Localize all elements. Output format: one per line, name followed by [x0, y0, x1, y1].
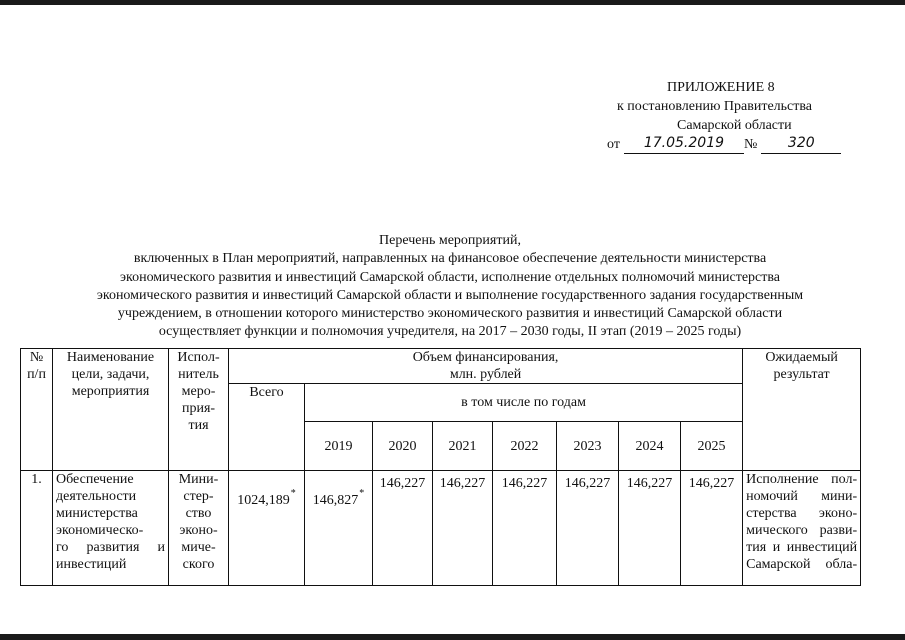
row-name — [53, 471, 169, 586]
row-value-2019 — [305, 471, 373, 586]
row-executor-line: эконо- — [179, 523, 218, 538]
row-executor-line: стер- — [183, 489, 214, 504]
heading-line-4: экономического развития и инвестиций Самарской области и выполнение государственного задания государственным — [96, 287, 804, 303]
header-year: 2022 — [493, 422, 557, 471]
footnote-mark: * — [359, 488, 365, 499]
activities-table — [20, 348, 861, 586]
row-value: 146,827 — [312, 493, 359, 508]
header-funding-line1: Объем финансирования, — [412, 350, 559, 365]
from-label: от — [607, 137, 620, 152]
header-num: № п/п — [21, 349, 53, 471]
row-value-2023: 146,227 — [557, 471, 619, 586]
footnote-mark: * — [290, 488, 296, 499]
row-name-line: деятельности — [56, 489, 137, 504]
header-year: 2023 — [557, 422, 619, 471]
page-top-border — [0, 0, 905, 5]
row-total-value: 1024,189 — [237, 493, 290, 508]
row-name-line: экономическо- — [56, 523, 144, 538]
header-year: 2021 — [433, 422, 493, 471]
row-result-line: тия и инвестиций — [746, 540, 858, 555]
row-result-line: стерства эконо- — [746, 506, 858, 521]
row-num: 1. — [21, 471, 53, 586]
row-executor-line: миче- — [181, 540, 216, 555]
row-result-line: Самарской обла- — [746, 557, 858, 572]
document-heading — [20, 232, 880, 342]
appendix-title: ПРИЛОЖЕНИЕ 8 — [667, 80, 775, 95]
row-executor-line: ского — [182, 557, 215, 572]
row-result — [743, 471, 861, 586]
header-year: 2019 — [305, 422, 373, 471]
row-value-2022: 146,227 — [493, 471, 557, 586]
table-row — [21, 471, 861, 586]
header-total: Всего — [229, 384, 305, 471]
appendix-date-line — [607, 135, 841, 154]
handwritten-date: 17.05.2019 — [624, 135, 744, 154]
handwritten-number: 320 — [761, 135, 841, 154]
row-executor-line: Мини- — [178, 472, 219, 487]
number-label: № — [743, 137, 758, 152]
row-name-line: Обеспечение — [56, 472, 134, 487]
row-name-line: министерства — [56, 506, 138, 521]
row-result-line: номочий мини- — [746, 489, 858, 504]
header-executor: Испол- нитель меро- прия- тия — [169, 349, 229, 471]
heading-line-5: учреждением, в отношении которого министерство экономического развития и инвестиций Самарской области — [117, 306, 783, 322]
header-year: 2025 — [681, 422, 743, 471]
row-result-line: Исполнение пол- — [746, 472, 858, 487]
table-header-row-1 — [21, 349, 861, 384]
row-value-2021: 146,227 — [433, 471, 493, 586]
row-name-line: го развития и — [56, 540, 165, 555]
row-result-line: мического разви- — [746, 523, 858, 538]
row-value-2020: 146,227 — [373, 471, 433, 586]
header-funding-line2: млн. рублей — [449, 367, 522, 382]
heading-line-6: осуществляет функции и полномочия учредителя, на 2017 – 2030 годы, II этап (2019 – 2025 годы) — [158, 324, 742, 340]
heading-line-3: экономического развития и инвестиций Самарской области, исполнение отдельных полномочий министерства — [119, 269, 781, 285]
heading-line-1: Перечень мероприятий, — [379, 233, 521, 248]
header-result: Ожидаемый результат — [743, 349, 861, 471]
header-year: 2024 — [619, 422, 681, 471]
row-value-2025: 146,227 — [681, 471, 743, 586]
header-funding — [229, 349, 743, 384]
appendix-region: Самарской области — [677, 118, 792, 133]
header-name: Наименование цели, задачи, мероприятия — [53, 349, 169, 471]
page-bottom-border — [0, 634, 905, 640]
row-executor-line: ство — [185, 506, 212, 521]
row-name-line: инвестиций — [56, 557, 127, 572]
header-by-years: в том числе по годам — [305, 384, 743, 422]
row-executor — [169, 471, 229, 586]
row-total — [229, 471, 305, 586]
appendix-subtitle: к постановлению Правительства — [617, 99, 813, 114]
header-year: 2020 — [373, 422, 433, 471]
heading-line-2: включенных в План мероприятий, направленных на финансовое обеспечение деятельности министерства — [133, 251, 767, 267]
row-value-2024: 146,227 — [619, 471, 681, 586]
